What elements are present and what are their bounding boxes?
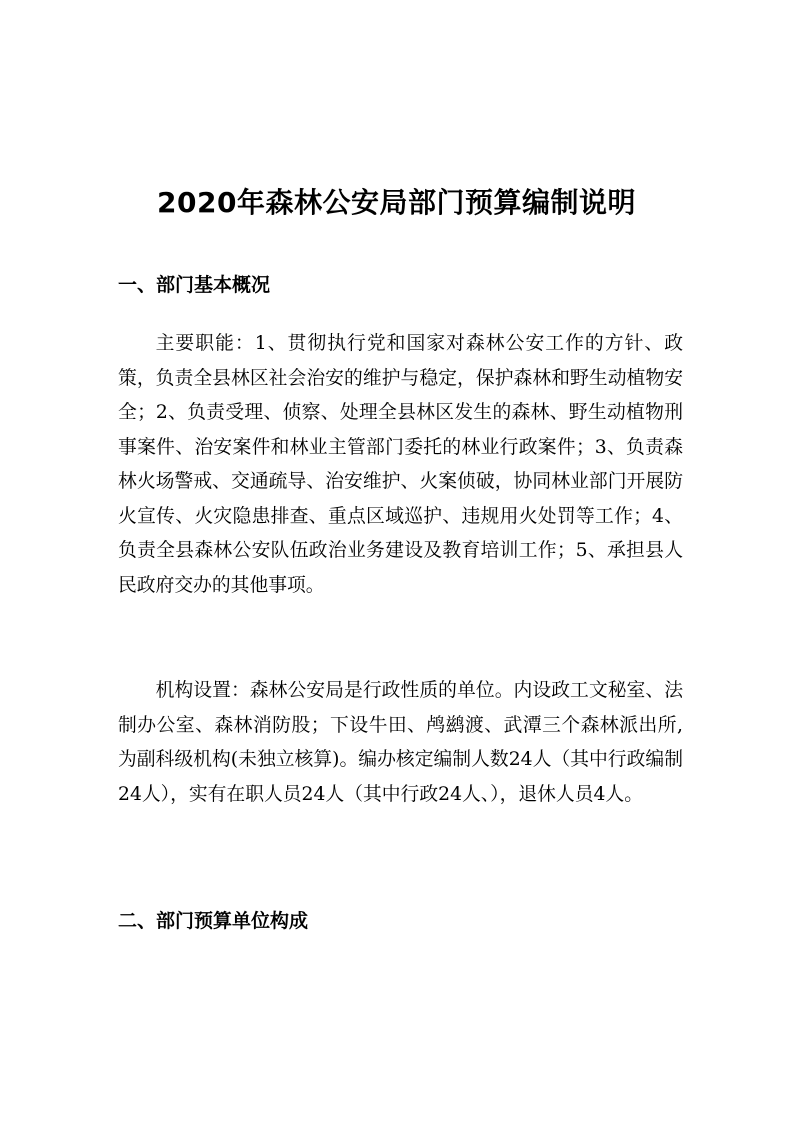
- document-title: 2020年森林公安局部门预算编制说明: [157, 186, 636, 219]
- paragraph-main-functions: [118, 327, 683, 603]
- section-heading-budget-units: 二、部门预算单位构成: [118, 910, 309, 932]
- paragraph-lead-organization: 机构设置：: [155, 680, 250, 701]
- paragraph-organization: [118, 674, 683, 812]
- paragraph-lead-main-functions: 主要职能：: [155, 333, 255, 354]
- section-heading-basic-overview: 一、部门基本概况: [118, 274, 271, 296]
- paragraph-text-main-functions: 1、贯彻执行党和国家对森林公安工作的方针、政策，负责全县林区社会治安的维护与稳定，保护森林和野生动植物安全；2、负责受理、侦察、处理全县林区发生的森林、野生动植物刑事案件、治安案件和林业主管部门委托的林业行政案件；3、负责森林火场警戒、交通疏导、治安维护、火案侦破，协同林业部门开展防火宣传、火灾隐患排查、重点区域巡护、违规用火处罚等工作；4、负责全县森林公安队伍政治业务建设及教育培训工作；5、承担县人民政府交办的其他事项。: [118, 333, 684, 596]
- paragraph-text-organization: 森林公安局是行政性质的单位。内设政工文秘室、法制办公室、森林消防股；下设牛田、鸬鹚渡、武潭三个森林派出所,为副科级机构(未独立核算)。编办核定编制人数24人（其中行政编制24人），实有在职人员24人（其中行政24人、），退休人员4人。: [118, 680, 684, 805]
